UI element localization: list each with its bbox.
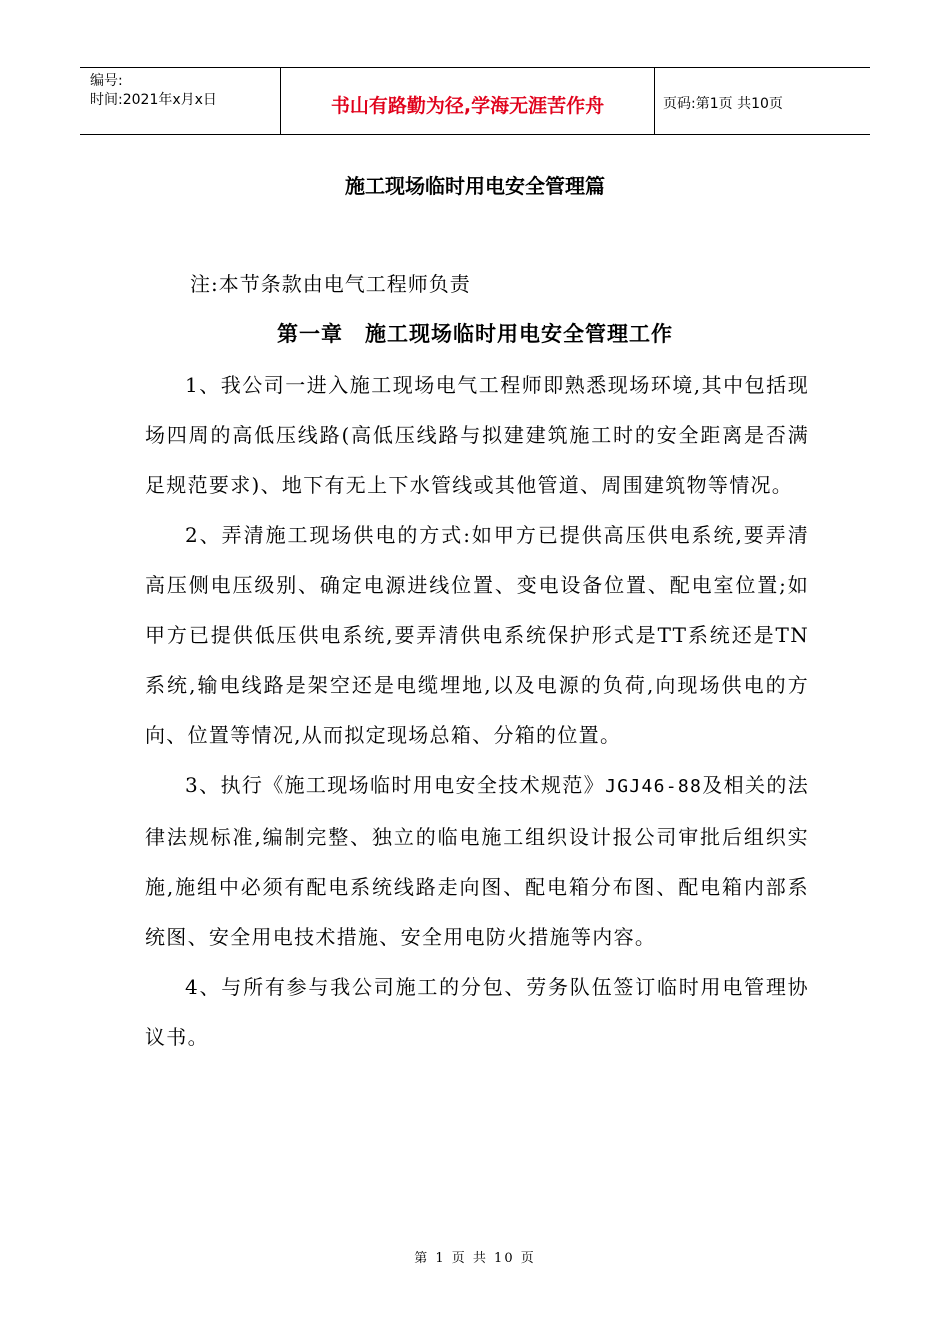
paragraph-1: 1、我公司一进入施工现场电气工程师即熟悉现场环境,其中包括现场四周的高低压线路(高低压线路与拟建建筑施工时的安全距离是否满足规范要求)、地下有无上下水管线或其他管道、周围建筑物等情况。 bbox=[145, 373, 809, 497]
paragraph-2: 2、弄清施工现场供电的方式:如甲方已提供高压供电系统,要弄清高压侧电压级别、确定电源进线位置、变电设备位置、配电室位置;如甲方已提供低压供电系统,要弄清供电系统保护形式是TT系统还是TN系统,输电线路是架空还是电缆埋地,以及电源的负荷,向现场供电的方向、位置等情况,从而拟定现场总箱、分箱的位置。 bbox=[145, 523, 809, 747]
page-footer: 第 1 页 共 10 页 bbox=[414, 1251, 536, 1266]
page-header bbox=[80, 67, 870, 135]
document-body bbox=[145, 360, 809, 1062]
chapter-number: 第一章 bbox=[277, 322, 343, 346]
header-motto: 书山有路勤为径,学海无涯苦作舟 bbox=[281, 68, 655, 134]
chapter-heading bbox=[0, 318, 950, 348]
time-label: 时间:2021年x月x日 bbox=[90, 92, 217, 108]
chapter-title: 施工现场临时用电安全管理工作 bbox=[365, 322, 673, 346]
header-meta-cell bbox=[80, 68, 281, 134]
paragraph-3-start: 3、执行《施工现场临时用电安全技术规范》 bbox=[185, 773, 606, 797]
number-label: 编号: bbox=[90, 73, 123, 89]
header-page-info: 页码:第1页 共10页 bbox=[663, 96, 783, 112]
paragraph-4: 4、与所有参与我公司施工的分包、劳务队伍签订临时用电管理协议书。 bbox=[145, 975, 809, 1049]
paragraph-3-end: 及相关的法律法规标准,编制完整、独立的临电施工组织设计报公司审批后组织实施,施组中必须有配电系统线路走向图、配电箱分布图、配电箱内部系统图、安全用电技术措施、安全用电防火措施等内容。 bbox=[145, 773, 810, 949]
document-title: 施工现场临时用电安全管理篇 bbox=[345, 174, 605, 198]
standard-code: JGJ46-88 bbox=[605, 776, 703, 797]
responsibility-note: 注:本节条款由电气工程师负责 bbox=[190, 272, 471, 296]
paragraph-3 bbox=[145, 760, 809, 962]
